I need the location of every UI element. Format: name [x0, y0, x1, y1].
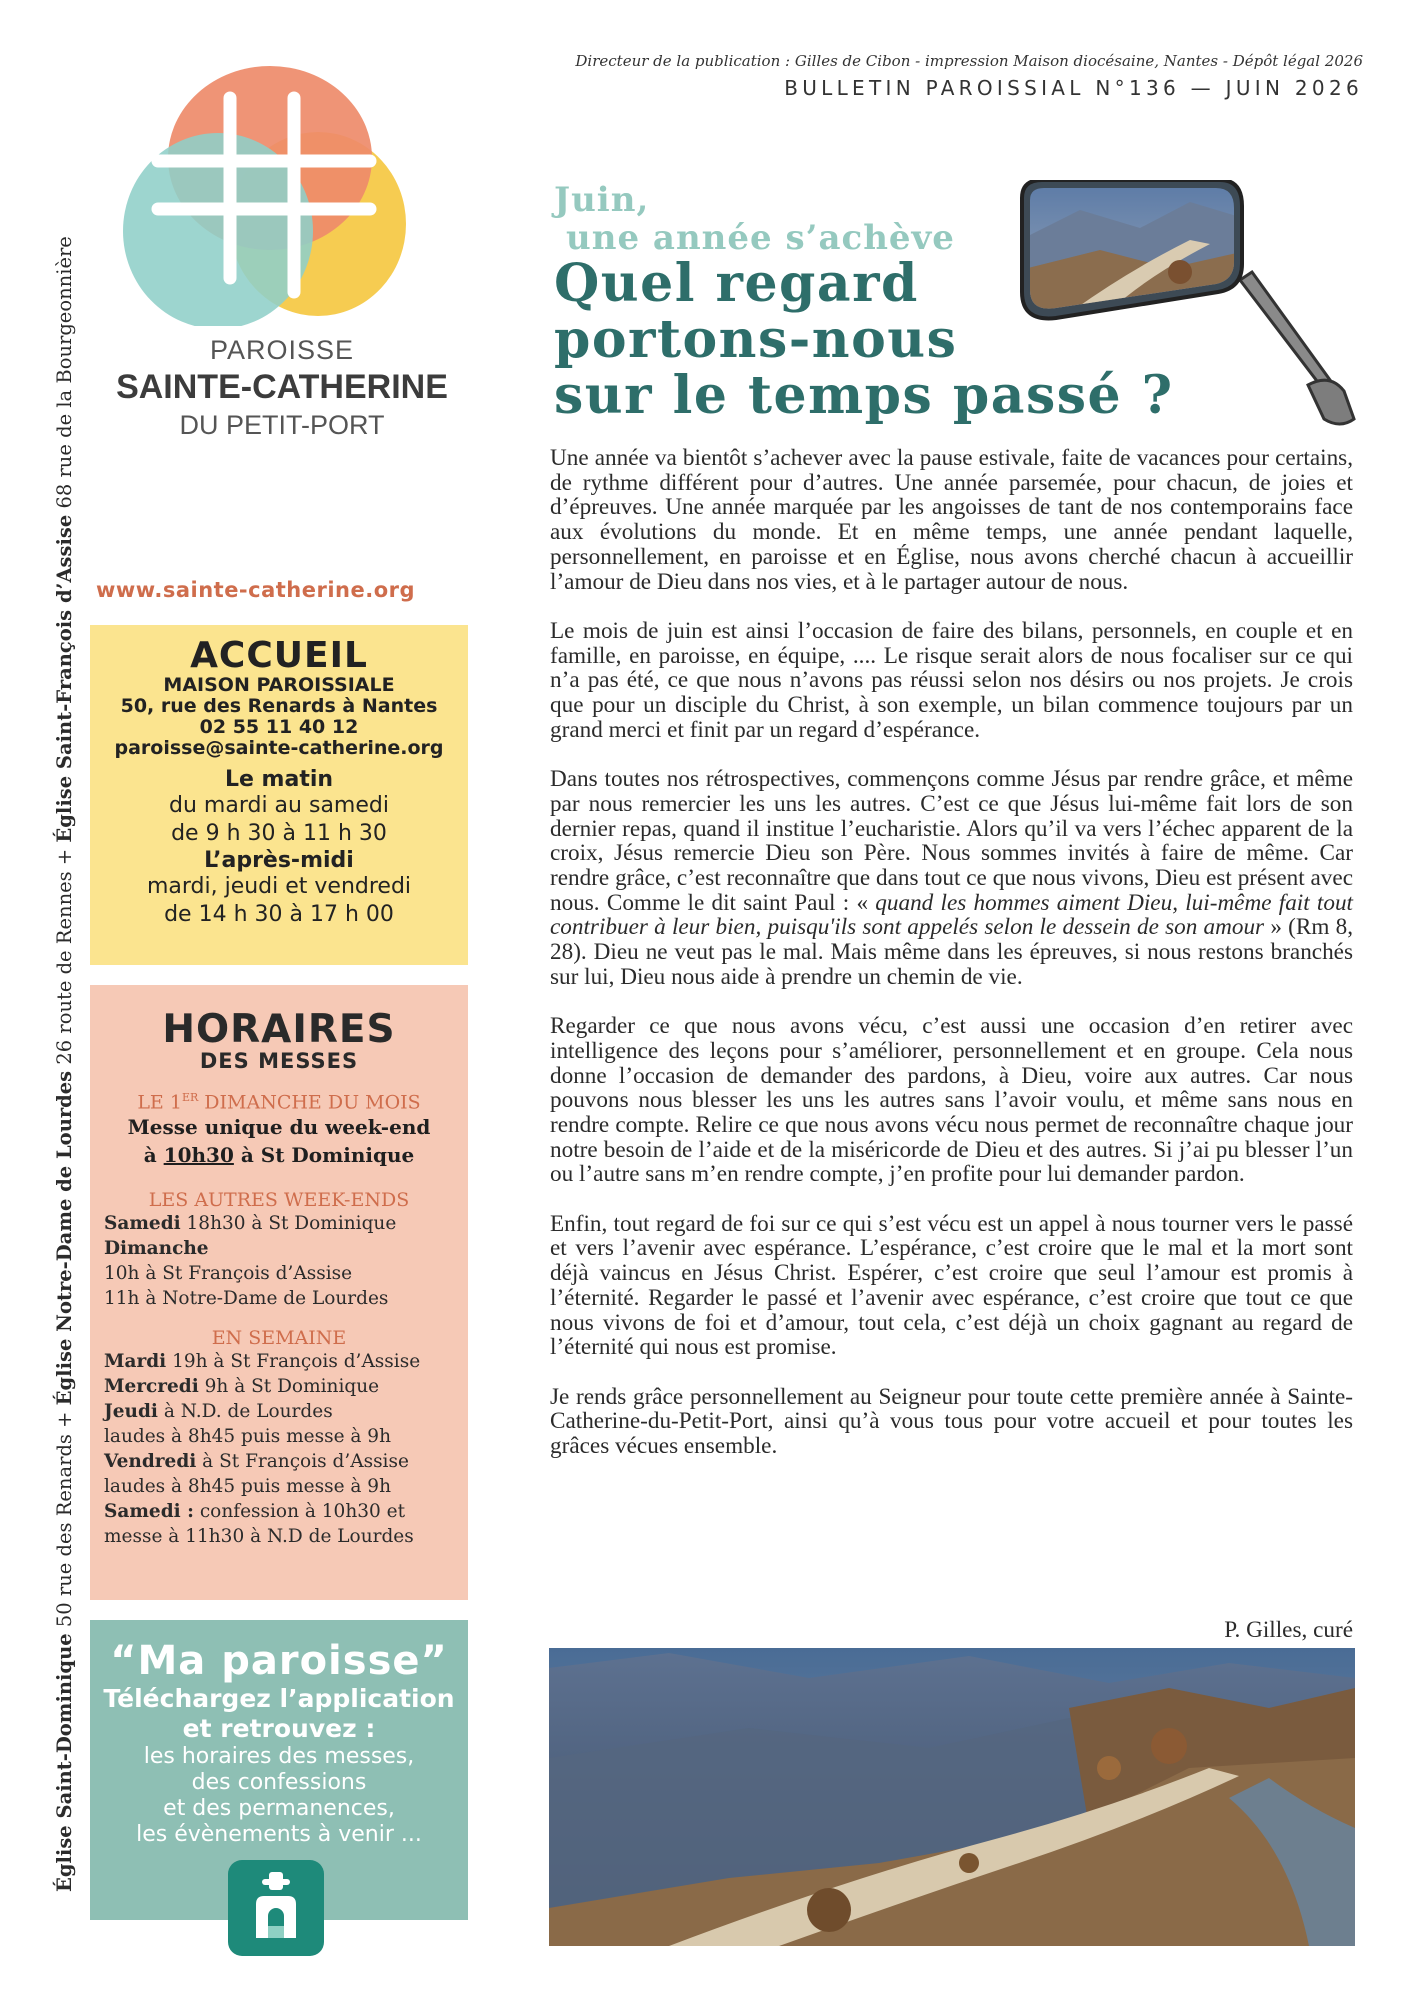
church-name: Église Saint-François d’Assise — [53, 514, 76, 843]
accueil-box — [90, 625, 468, 965]
list-item: 10h à St François d’Assise — [104, 1263, 353, 1285]
rearview-mirror-illustration — [1020, 180, 1400, 460]
morning-hours: de 9 h 30 à 11 h 30 — [171, 821, 387, 846]
scripture-quote: quand les hommes aiment Dieu, lui-même fait tout contribuer à leur bien, puisqu'ils sont appelés selon le dessein de son amour — [550, 889, 1354, 941]
first-sunday-line2-post: à St Dominique — [233, 1143, 415, 1168]
side-addresses-text — [46, 232, 84, 1892]
app-feature: les horaires des messes, — [143, 1744, 415, 1769]
app-feature: des confessions — [191, 1770, 367, 1795]
day-label: Mercredi — [104, 1376, 199, 1398]
church-name: Église Saint-Dominique — [53, 1633, 76, 1892]
list-item: laudes à 8h45 puis messe à 9h — [104, 1426, 391, 1448]
day-text: à St François d’Assise — [196, 1451, 409, 1473]
app-feature: les évènements à venir ... — [136, 1822, 422, 1847]
mountain-path-photo — [549, 1648, 1355, 1946]
mass-schedule-box — [90, 985, 468, 1600]
day-text: confession à 10h30 et — [193, 1501, 406, 1523]
accueil-address: 50, rue des Renards à Nantes — [120, 695, 438, 717]
accueil-title: ACCUEIL — [190, 635, 368, 676]
list-item — [104, 1211, 468, 1236]
church-address: 68 rue de la Bourgeonnière — [53, 236, 76, 515]
first-sunday-heading — [90, 1091, 468, 1113]
app-download-line: Téléchargez l’application — [103, 1684, 455, 1713]
app-promo-box — [90, 1620, 468, 1920]
list-item: messe à 11h30 à N.D de Lourdes — [104, 1526, 414, 1548]
accueil-subtitle: MAISON PAROISSIALE — [163, 674, 395, 696]
list-item: laudes à 8h45 puis messe à 9h — [104, 1476, 391, 1498]
parish-logo — [118, 56, 418, 326]
parish-name-line3: DU PETIT-PORT — [179, 410, 385, 440]
parish-name-line2: SAINTE-CATHERINE — [116, 368, 448, 406]
paragraph: Le mois de juin est ainsi l’occasion de faire des bilans, personnels, en couple et en famille, en paroisse, en équipe, .... Le risque serait alors de nous focaliser sur ce qui n’a pas été, ce que nous n’avons pas réussi selon nos désirs ou nos projets. Je crois que pour un disciple du Christ, à son exemple, un bilan commence toujours par un grand merci et finit par un regard d’espérance. — [550, 617, 1353, 743]
other-weekends-heading: LES AUTRES WEEK-ENDS — [148, 1189, 410, 1212]
schedule-title: HORAIRES — [162, 1007, 396, 1052]
weekdays-heading: EN SEMAINE — [211, 1327, 347, 1350]
article-signature: P. Gilles, curé — [1224, 1617, 1353, 1643]
accueil-phone[interactable]: 02 55 11 40 12 — [199, 716, 359, 738]
list-item — [104, 1499, 468, 1524]
first-sunday-time: 10h30 — [163, 1143, 234, 1168]
day-label: Samedi : — [104, 1501, 194, 1523]
day-label: Mardi — [104, 1351, 167, 1373]
church-address: 26 route de Rennes + — [53, 842, 76, 1071]
article-kicker-line2: une année s’achève — [566, 218, 955, 258]
app-logo-icon — [228, 1860, 324, 1956]
app-icon[interactable] — [228, 1860, 324, 1956]
day-text: 19h à St François d’Assise — [166, 1351, 421, 1373]
paragraph: Regarder ce que nous avons vécu, c’est aussi une occasion d’en retirer avec intelligence des leçons pour s’améliorer, personnellement et en groupe. Cela nous donne l’occasion de demander des pardons, à Dieu, voire aux autres. Car nous pouvons nous blesser les uns les autres sans l’avoir voulu, et même sans nous en rendre compte. Relire ce que nous avons vécu nous permet de reconnaître chaque jour notre besoin de l’aide et de la miséricorde de Dieu et des autres. Si j’ai pu blesser l’un ou l’autre sans m’en rendre compte, j’en profite pour lui demander pardon. — [550, 1013, 1353, 1188]
title-line: portons-nous — [554, 309, 958, 370]
church-name: Église Notre-Dame de Lourdes — [53, 1070, 76, 1406]
accueil-email[interactable]: paroisse@sainte-catherine.org — [114, 737, 444, 759]
church-address: 50 rue des Renards + — [53, 1405, 76, 1634]
app-feature: et des permanences, — [163, 1796, 395, 1821]
website-link[interactable]: www.sainte-catherine.org — [96, 578, 416, 602]
first-sunday-line1: Messe unique du week-end — [127, 1115, 431, 1140]
first-sunday-line2-pre: à — [143, 1143, 164, 1168]
title-line: Quel regard — [554, 253, 919, 314]
title-line: sur le temps passé ? — [554, 365, 1174, 426]
day-text: 9h à St Dominique — [198, 1376, 380, 1398]
day-text: 18h30 à St Dominique — [180, 1213, 397, 1235]
article-body — [550, 446, 1353, 1483]
first-sunday-heading-sup: ER — [181, 1091, 199, 1104]
paragraph — [550, 767, 1353, 989]
schedule-subtitle: DES MESSES — [199, 1049, 359, 1073]
day-label: Vendredi — [104, 1451, 197, 1473]
afternoon-days: mardi, jeudi et vendredi — [146, 874, 412, 899]
list-item — [104, 1236, 468, 1261]
first-sunday-heading-post: DIMANCHE DU MOIS — [198, 1091, 421, 1114]
first-sunday-line2 — [90, 1141, 468, 1169]
day-label: Jeudi — [104, 1401, 158, 1423]
list-item — [104, 1399, 468, 1424]
afternoon-hours: de 14 h 30 à 17 h 00 — [164, 902, 394, 927]
day-label: Dimanche — [104, 1238, 209, 1260]
other-weekends-list — [90, 1211, 468, 1311]
list-item — [104, 1349, 468, 1374]
day-text: à N.D. de Lourdes — [157, 1401, 333, 1423]
bulletin-issue: BULLETIN PAROISSIAL N°136 — JUIN 2026 — [784, 76, 1363, 100]
parish-name-line1: PAROISSE — [209, 335, 355, 365]
morning-title: Le matin — [224, 767, 334, 792]
day-label: Samedi — [104, 1213, 181, 1235]
list-item — [104, 1374, 468, 1399]
paragraph-text: » (Rm 8, 28). Dieu ne veut pas le mal. Mais même dans les épreuves, si nous restons branchés sur lui, Dieu nous aide à prendre un chemin de vie. — [550, 914, 1353, 990]
app-retrieve-line: et retrouvez : — [182, 1714, 376, 1743]
paragraph: Je rends grâce personnellement au Seigneur pour toute cette première année à Sainte-Catherine-du-Petit-Port, ainsi qu’à vous tous pour votre accueil et pour toutes les grâces vécues ensemble. — [550, 1383, 1353, 1460]
side-addresses — [46, 232, 84, 1892]
article-kicker-line1: Juin, — [554, 180, 650, 220]
paragraph: Une année va bientôt s’achever avec la pause estivale, faite de vacances pour certains, de rythme différent pour d’autres. Une année parsemée, pour chacun, de joies et d’épreuves. Une année marquée par les angoisses de tant de nos contemporains face aux évolutions du monde. Et en même temps, une année pendant laquelle, personnellement, en paroisse et en Église, nous avons cherché chacun à accueillir l’amour de Dieu dans nos vies, et à le partager autour de nous. — [550, 445, 1353, 595]
first-sunday-heading-pre: LE 1 — [137, 1091, 182, 1114]
list-item — [104, 1449, 468, 1474]
list-item: 11h à Notre-Dame de Lourdes — [104, 1288, 389, 1310]
paragraph-text: Dans toutes nos rétrospectives, commençons comme Jésus par rendre grâce, et même par nous remercier les uns les autres. C’est ce que Jésus lui-même fait lors de son dernier repas, quand il institue l’eucharistie. Alors qu’il va vers l’échec apparent de la croix, Jésus remercie Dieu son Père. Nous sommes invités à faire de même. Car rendre grâce, c’est reconnaître que dans tout ce que nous vivons, Dieu est présent avec nous. Comme le dit saint Paul : « — [550, 766, 1353, 916]
morning-days: du mardi au samedi — [169, 793, 389, 818]
weekdays-list — [90, 1349, 468, 1549]
paragraph: Enfin, tout regard de foi sur ce qui s’est vécu est un appel à nous tourner vers le passé et vers l’avenir avec espérance. L’espérance, c’est croire que le mal et la mort sont déjà vaincus en Jésus Christ. Espérer, c’est croire que seul l’amour est promis à l’éternité. Regarder le passé et l’avenir avec espérance, c’est croire que tout ce que nous vivons de foi et d’amour, tout cela, c’est déjà un choix gagnant au regard de l’éternité qui nous est promise. — [550, 1210, 1353, 1361]
publisher-credits: Directeur de la publication : Gilles de Cibon - impression Maison diocésaine, Nantes - Dépôt légal 2026 — [575, 52, 1363, 70]
app-title: “Ma paroisse” — [110, 1638, 448, 1684]
afternoon-title: L’après-midi — [204, 848, 354, 873]
